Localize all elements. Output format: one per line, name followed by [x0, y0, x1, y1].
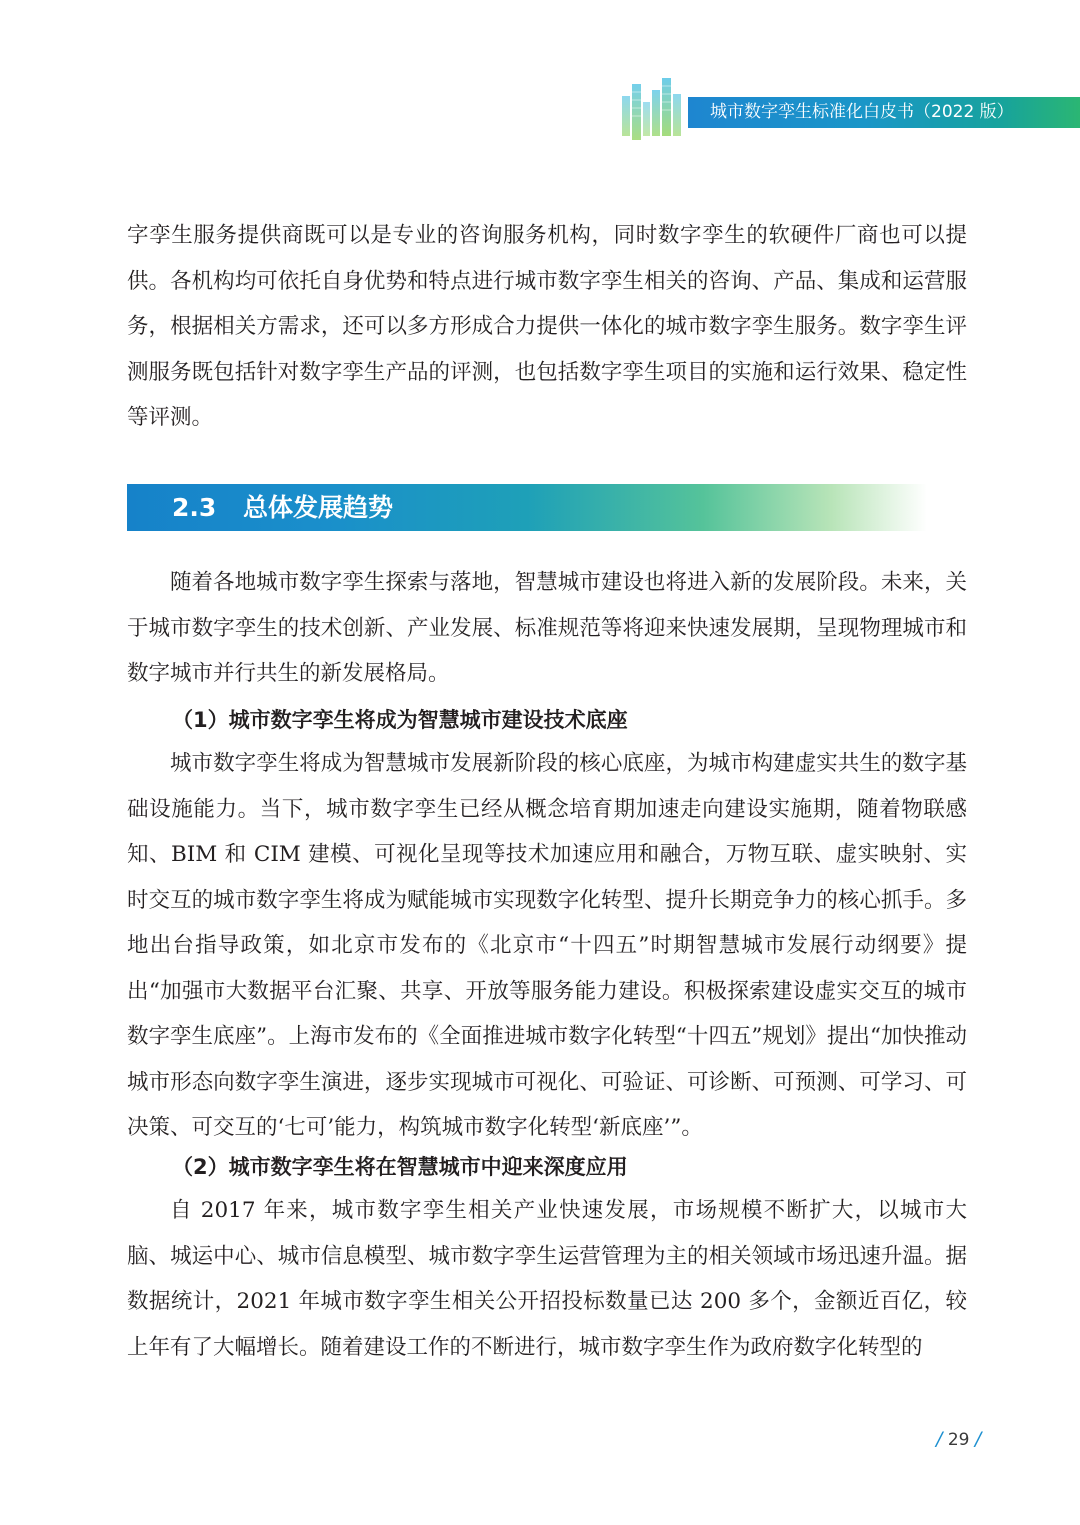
subsection-body: 自 2017 年来，城市数字孪生相关产业快速发展，市场规模不断扩大，以城市大脑、城运中心、城市信息模型、城市数字孪生运营管理为主的相关领域市场迅速升温。据数据统计，2021 年城市数字孪生相关公开招投标数量已达 200 多个，金额近百亿，较上年有了大幅增长。随着建设工作的不断进行，城市数字孪生作为政府数字化转型的 — [127, 1198, 967, 1360]
city-skyline-icon — [618, 74, 690, 140]
subsection-heading: （1）城市数字孪生将成为智慧城市建设技术底座 — [172, 708, 628, 732]
slash-decoration: / — [974, 1428, 982, 1450]
page-number — [936, 1428, 981, 1450]
subsection-heading: （2）城市数字孪生将在智慧城市中迎来深度应用 — [172, 1155, 628, 1179]
section-heading — [127, 484, 927, 531]
section-number: 2.3 — [172, 493, 217, 522]
page-number-value: 29 — [947, 1430, 970, 1450]
section-title: 总体发展趋势 — [243, 493, 394, 522]
header-title: 城市数字孪生标准化白皮书（2022 版） — [688, 97, 1080, 128]
section-intro-paragraph: 随着各地城市数字孪生探索与落地，智慧城市建设也将进入新的发展阶段。未来，关于城市数字孪生的技术创新、产业发展、标准规范等将迎来快速发展期，呈现物理城市和数字城市并行共生的新发展格局。 — [127, 570, 967, 686]
slash-decoration: / — [936, 1428, 943, 1450]
subsection-body: 城市数字孪生将成为智慧城市发展新阶段的核心底座，为城市构建虚实共生的数字基础设施能力。当下，城市数字孪生已经从概念培育期加速走向建设实施期，随着物联感知、BIM 和 CIM 建模、可视化呈现等技术加速应用和融合，万物互联、虚实映射、实时交互的城市数字孪生将成为赋能城市实现数字化转型、提升长期竞争力的核心抓手。多地出台指导政策，如北京市发布的《北京市“十四五”时期智慧城市发展行动纲要》提出“加强市大数据平台汇聚、共享、开放等服务能力建设。积极探索建设虚实交互的城市数字孪生底座”。上海市发布的《全面推进城市数字化转型“十四五”规划》提出“加快推动城市形态向数字孪生演进，逐步实现城市可视化、可验证、可诊断、可预测、可学习、可决策、可交互的‘七可’能力，构筑城市数字化转型‘新底座’”。 — [127, 751, 967, 1140]
intro-paragraph: 字孪生服务提供商既可以是专业的咨询服务机构，同时数字孪生的软硬件厂商也可以提供。各机构均可依托自身优势和特点进行城市数字孪生相关的咨询、产品、集成和运营服务，根据相关方需求，还可以多方形成合力提供一体化的城市数字孪生服务。数字孪生评测服务既包括针对数字孪生产品的评测，也包括数字孪生项目的实施和运行效果、稳定性等评测。 — [127, 223, 967, 430]
